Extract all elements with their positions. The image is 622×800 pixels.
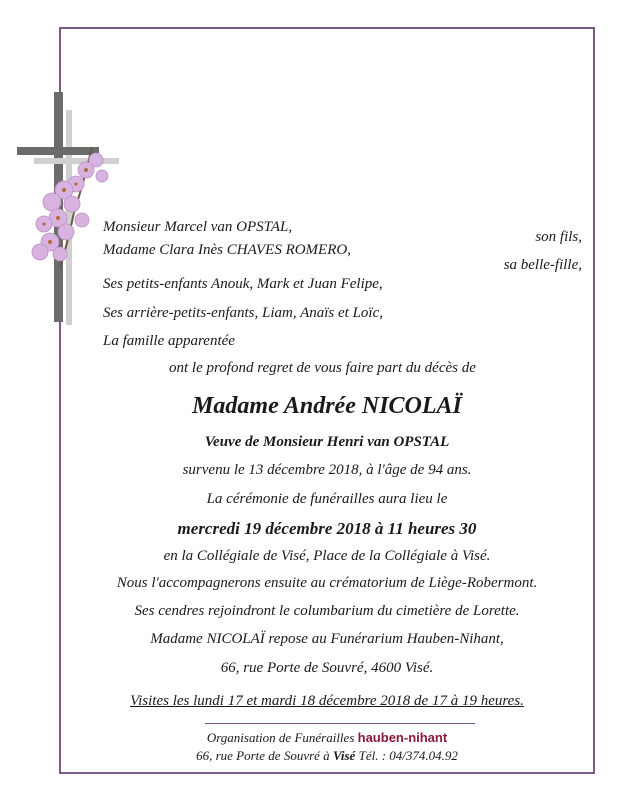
ceremony-intro: La cérémonie de funérailles aura lieu le (206, 491, 448, 507)
family-line-relatives: La famille apparentée (103, 333, 235, 349)
family-line-grandchildren: Ses petits-enfants Anouk, Mark et Juan Felipe, (103, 276, 383, 292)
ceremony-place: en la Collégiale de Visé, Place de la Collégiale à Visé. (163, 548, 491, 564)
widow-of: Veuve de Monsieur Henri van OPSTAL (204, 434, 450, 450)
funerarium-address: 66, rue Porte de Souvré, 4600 Visé. (220, 660, 434, 676)
brand-name: hauben-nihant (357, 730, 448, 745)
family-line-son: Monsieur Marcel van OPSTAL, (103, 219, 293, 235)
visits: Visites les lundi 17 et mardi 18 décembre 2018 de 17 à 19 heures. (130, 693, 524, 709)
crematorium: Nous l'accompagnerons ensuite au crématorium de Liège-Robermont. (116, 575, 538, 591)
funerarium: Madame NICOLAÏ repose au Funérarium Hauben-Nihant, (150, 631, 504, 647)
footer-divider (205, 723, 475, 724)
role-daughter-in-law: sa belle-fille, (503, 257, 582, 273)
ceremony-date: mercredi 19 décembre 2018 à 11 heures 30 (177, 519, 477, 538)
cross-orchid-icon (14, 92, 124, 332)
footer-town: Visé (332, 748, 356, 763)
death-date: survenu le 13 décembre 2018, à l'âge de 94 ans. (182, 462, 472, 478)
footer-org-label: Organisation de Funérailles (206, 730, 355, 745)
deceased-name: Madame Andrée NICOLAÏ (192, 393, 462, 419)
footer-address-prefix: 66, rue Porte de Souvré à (196, 748, 330, 763)
role-son: son fils, (535, 229, 582, 245)
family-line-daughter-in-law: Madame Clara Inès CHAVES ROMERO, (103, 242, 351, 258)
footer-organisation (59, 730, 595, 746)
footer-tel: Tél. : 04/374.04.92 (358, 748, 458, 763)
ashes: Ses cendres rejoindront le columbarium du cimetière de Lorette. (134, 603, 520, 619)
announcement-intro: ont le profond regret de vous faire part du décès de (169, 360, 476, 376)
family-line-great-grandchildren: Ses arrière-petits-enfants, Liam, Anaïs et Loïc, (103, 305, 383, 321)
footer-address (59, 748, 595, 764)
